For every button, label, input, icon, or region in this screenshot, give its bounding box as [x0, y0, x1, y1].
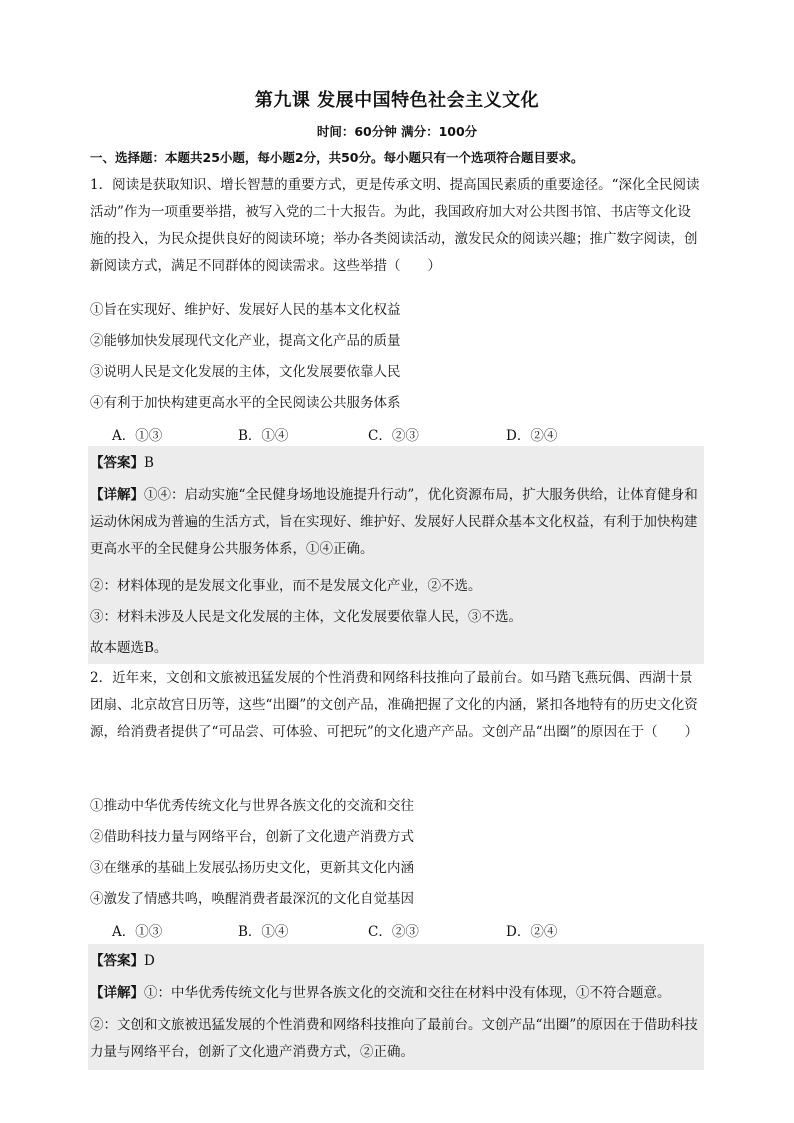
- detail-1-note-2: ③：材料未涉及人民是文化发展的主体，文化发展要依靠人民，③不选。: [90, 609, 522, 625]
- question-1-item-3: ③说明人民是文化发展的主体，文化发展要依靠人民: [90, 364, 401, 380]
- answer-value: D: [144, 953, 155, 969]
- answer-label: 【答案】: [90, 455, 144, 471]
- question-1-item-1: ①旨在实现好、维护好、发展好人民的基本文化权益: [90, 302, 401, 318]
- detail-text: ①④：启动实施“全民健身场地设施提升行动”，优化资源布局，扩大服务供给，让体育健身和运动休闲成为普遍的生活方式，旨在实现好、维护好、发展好人民群众基本文化权益，有利于加快构建更高水平的全民健身公共服务体系，①④正确。: [90, 487, 698, 557]
- detail-1-conclusion: 故本题选B。: [90, 640, 168, 656]
- question-2-item-2: ②借助科技力量与网络平台，创新了文化遗产消费方式: [90, 829, 414, 845]
- exam-meta: 时间：60分钟 满分：100分: [316, 124, 478, 139]
- option-b: B．①④: [238, 428, 289, 444]
- option-c: C．②③: [368, 924, 419, 940]
- detail-label: 【详解】: [90, 487, 144, 503]
- option-a: A．①③: [112, 428, 163, 444]
- option-b: B．①④: [238, 924, 289, 940]
- question-2-item-1: ①推动中华优秀传统文化与世界各族文化的交流和交往: [90, 798, 414, 814]
- question-1-item-2: ②能够加快发展现代文化产业，提高文化产品的质量: [90, 333, 401, 349]
- detail-text: ①：中华优秀传统文化与世界各族文化的交流和交往在材料中没有体现，①不符合题意。: [144, 985, 671, 1001]
- question-2-stem: 2．近年来，文创和文旅被迅猛发展的个性消费和网络科技推向了最前台。如马踏飞燕玩偶、西湖十景团扇、北京故宫日历等，这些“出圈”的文创产品，准确把握了文化的内涵，紧扣各地特有的历史文化资源，给消费者提供了“可品尝、可体验、可把玩”的文化遗产产品。文创产品“出圈”的原因在于（ ）: [90, 670, 699, 740]
- detail-label: 【详解】: [90, 985, 144, 1001]
- answer-1: [90, 450, 702, 477]
- detail-2: [90, 980, 702, 1007]
- detail-2-note-1: ②：文创和文旅被迅猛发展的个性消费和网络科技推向了最前台。文创产品“出圈”的原因在于借助科技力量与网络平台，创新了文化遗产消费方式，②正确。: [90, 1017, 698, 1060]
- option-d: D．②④: [506, 924, 558, 940]
- detail-1-note-1: ②：材料体现的是发展文化事业，而不是发展文化产业，②不选。: [90, 578, 482, 594]
- section-heading: 一、选择题：本题共25小题，每小题2分，共50分。每小题只有一个选项符合题目要求。: [90, 150, 584, 165]
- question-2-item-3: ③在继承的基础上发展弘扬历史文化，更新其文化内涵: [90, 860, 414, 876]
- question-2-item-4: ④激发了情感共鸣，唤醒消费者最深沉的文化自觉基因: [90, 891, 414, 907]
- answer-label: 【答案】: [90, 953, 144, 969]
- question-1-stem: 1．阅读是获取知识、增长智慧的重要方式，更是传承文明、提高国民素质的重要途径。“深化全民阅读活动”作为一项重要举措，被写入党的二十大报告。为此，我国政府加大对公共图书馆、书店等文化设施的投入，为民众提供良好的阅读环境；举办各类阅读活动，激发民众的阅读兴趣；推广数字阅读，创新阅读方式，满足不同群体的阅读需求。这些举措（ ）: [90, 177, 700, 274]
- answer-2: [90, 948, 702, 975]
- page-title: 第九课 发展中国特色社会主义文化: [254, 90, 540, 111]
- option-a: A．①③: [112, 924, 163, 940]
- option-d: D．②④: [506, 428, 558, 444]
- question-1-item-4: ④有利于加快构建更高水平的全民阅读公共服务体系: [90, 395, 401, 411]
- option-c: C．②③: [368, 428, 419, 444]
- answer-value: B: [144, 455, 154, 471]
- detail-1: [90, 482, 702, 563]
